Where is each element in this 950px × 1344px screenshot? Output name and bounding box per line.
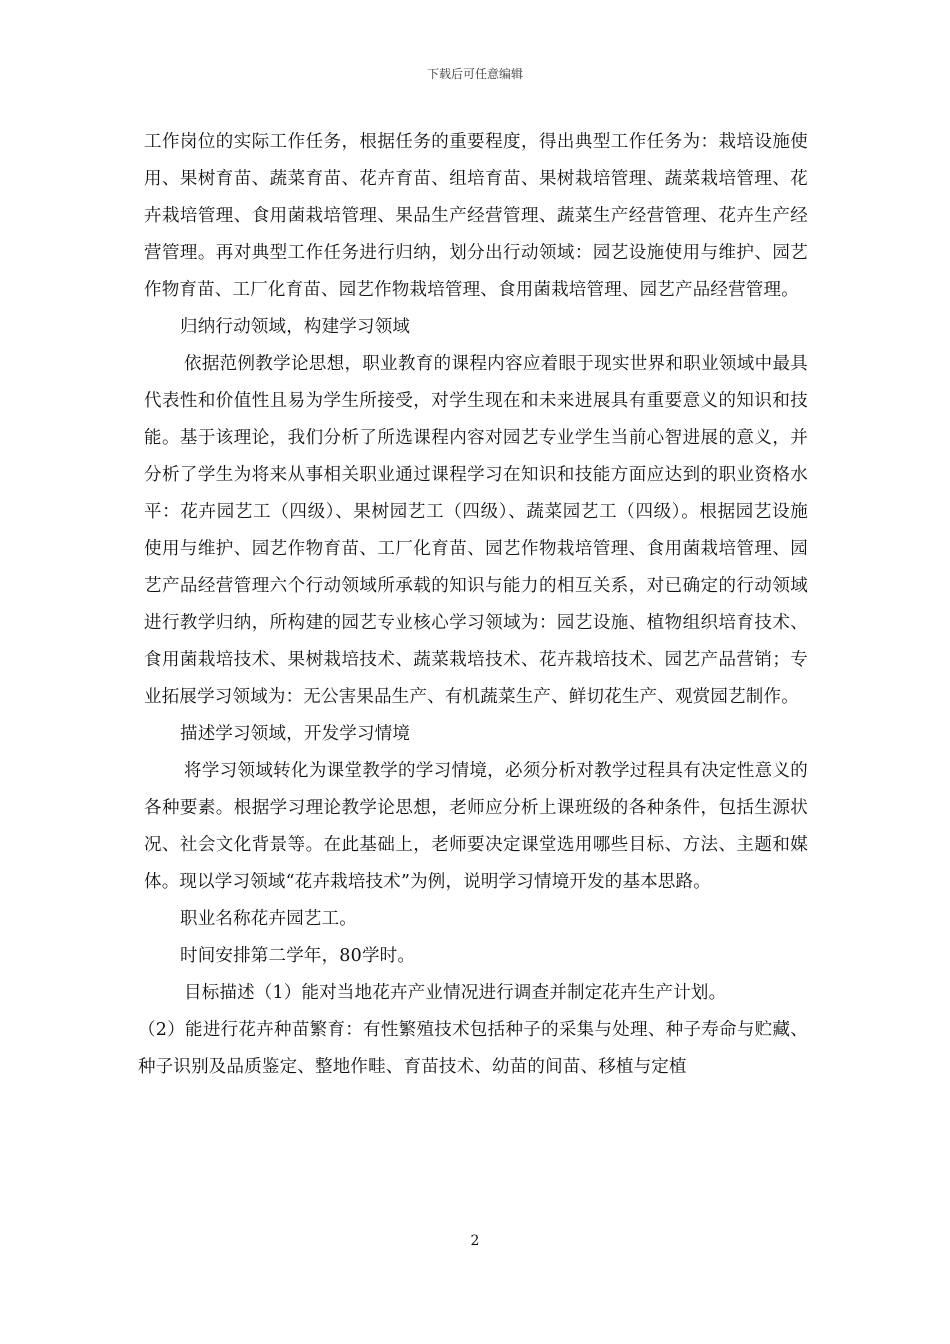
paragraph-occupation-name: 职业名称花卉园艺工。 [180, 909, 357, 929]
paragraph-time-schedule: 时间安排第二学年，80学时。 [180, 946, 416, 966]
paragraph-goal-description: 目标描述（1）能对当地花卉产业情况进行调查并制定花卉生产计划。 [184, 983, 727, 1003]
paragraph-seedling-propagation: （2）能进行花卉种苗繁育：有性繁殖技术包括种子的采集与处理、种子寿命与贮藏、种子识别及品质鉴定、整地作畦、育苗技术、幼苗的间苗、移植与定植 [138, 1020, 808, 1077]
document-body [138, 124, 808, 1086]
paragraph-learning-fields: 依据范例教学论思想，职业教育的课程内容应着眼于现实世界和职业领域中最具代表性和价值性且易为学生所接受，对学生现在和未来进展具有重要意义的知识和技能。基于该理论，我们分析了所选课程内容对园艺专业学生当前心智进展的意义，并分析了学生为将来从事相关职业通过课程学习在知识和技能方面应达到的职业资格水平：花卉园艺工（四级）、果树园艺工（四级）、蔬菜园艺工（四级）。根据园艺设施使用与维护、园艺作物育苗、工厂化育苗、园艺作物栽培管理、食用菌栽培管理、园艺产品经营管理六个行动领域所承载的知识与能力的相互关系，对已确定的行动领域进行教学归纳，所构建的园艺专业核心学习领域为：园艺设施、植物组织培育技术、食用菌栽培技术、果树栽培技术、蔬菜栽培技术、花卉栽培技术、园艺产品营销；专业拓展学习领域为：无公害果品生产、有机蔬菜生产、鲜切花生产、观赏园艺制作。 [144, 354, 808, 707]
section-heading-learning-fields: 归纳行动领域，构建学习领域 [180, 317, 411, 337]
paragraph-typical-tasks: 工作岗位的实际工作任务，根据任务的重要程度，得出典型工作任务为：栽培设施使用、果树育苗、蔬菜育苗、花卉育苗、组培育苗、果树栽培管理、蔬菜栽培管理、花卉栽培管理、食用菌栽培管理、果品生产经营管理、蔬菜生产经营管理、花卉生产经营管理。再对典型工作任务进行归纳，划分出行动领域：园艺设施使用与维护、园艺作物育苗、工厂化育苗、园艺作物栽培管理、食用菌栽培管理、园艺产品经营管理。 [144, 132, 808, 300]
section-heading-learning-situations: 描述学习领域，开发学习情境 [180, 724, 411, 744]
page-number: 2 [470, 1233, 480, 1249]
page-header: 下载后可任意编辑 [426, 67, 523, 81]
paragraph-learning-situations: 将学习领域转化为课堂教学的学习情境，必须分析对教学过程具有决定性意义的各种要素。根据学习理论教学论思想，老师应分析上课班级的各种条件，包括生源状况、社会文化背景等。在此基础上，老师要决定课堂选用哪些目标、方法、主题和媒体。现以学习领域“花卉栽培技术”为例，说明学习情境开发的基本思路。 [144, 761, 808, 892]
